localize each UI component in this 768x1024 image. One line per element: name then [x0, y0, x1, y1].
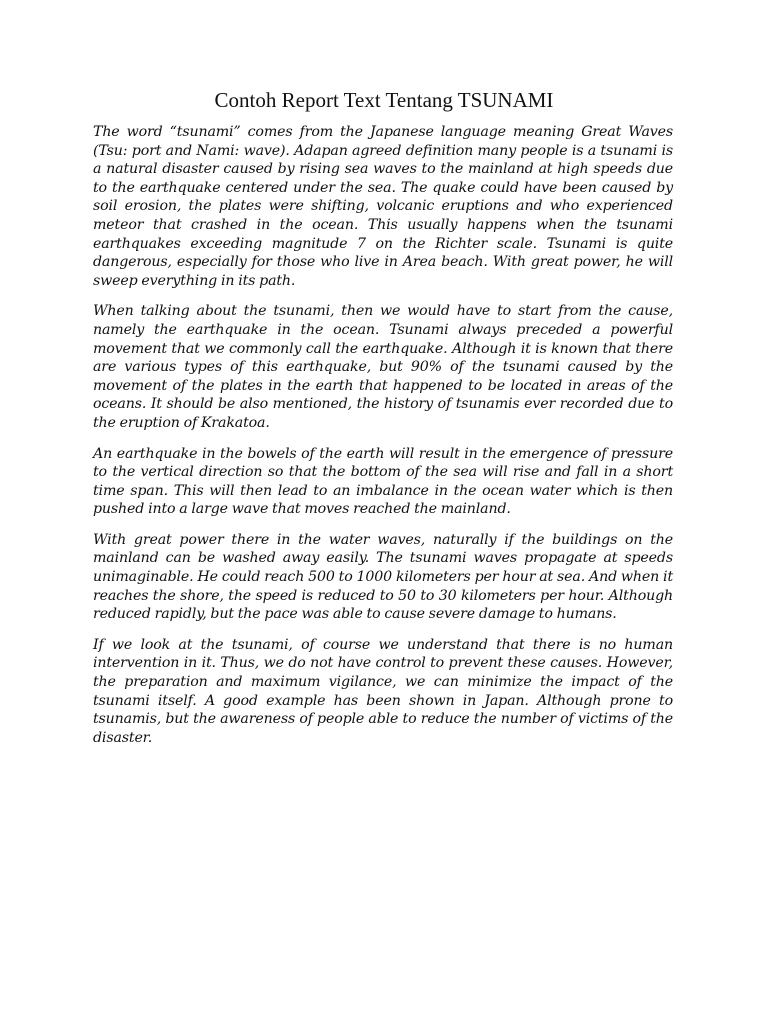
- paragraph-2: When talking about the tsunami, then we would have to start from the cause, namely the earthquake in the ocean. Tsunami always preceded a powerful movement that we commonly call the earthquake. Although it is known that there are various types of this earthquake, but 90% of the tsunami caused by the movement of the plates in the earth that happened to be located in areas of the oceans. It should be also mentioned, the history of tsunamis ever recorded due to the eruption of Krakatoa.: [93, 303, 673, 431]
- paragraph-4: With great power there in the water waves, naturally if the buildings on the mainland can be washed away easily. The tsunami waves propagate at speeds unimaginable. He could reach 500 to 1000 kilometers per hour at sea. And when it reaches the shore, the speed is reduced to 50 to 30 kilometers per hour. Although reduced rapidly, but the pace was able to cause severe damage to humans.: [93, 531, 673, 623]
- paragraph-3: An earthquake in the bowels of the earth will result in the emergence of pressure to the vertical direction so that the bottom of the sea will rise and fall in a short time span. This will then lead to an imbalance in the ocean water which is then pushed into a large wave that moves reached the mainland.: [93, 445, 673, 518]
- paragraph-5: If we look at the tsunami, of course we understand that there is no human intervention in it. Thus, we do not have control to prevent these causes. However, the preparation and maximum vigilance, we can minimize the impact of the tsunami itself. A good example has been shown in Japan. Although prone to tsunamis, but the awareness of people able to reduce the number of victims of the disaster.: [93, 636, 673, 746]
- document-title: Contoh Report Text Tentang TSUNAMI: [214, 88, 554, 112]
- paragraph-1: The word “tsunami” comes from the Japanese language meaning Great Waves (Tsu: port and Nami: wave). Adapan agreed definition many people is a tsunami is a natural disaster caused by rising sea waves to the mainland at high speeds due to the earthquake centered under the sea. The quake could have been caused by soil erosion, the plates were shifting, volcanic eruptions and who experienced meteor that crashed in the ocean. This usually happens when the tsunami earthquakes exceeding magnitude 7 on the Richter scale. Tsunami is quite dangerous, especially for those who live in Area beach. With great power, he will sweep everything in its path.: [93, 124, 673, 289]
- document-body: [93, 123, 673, 759]
